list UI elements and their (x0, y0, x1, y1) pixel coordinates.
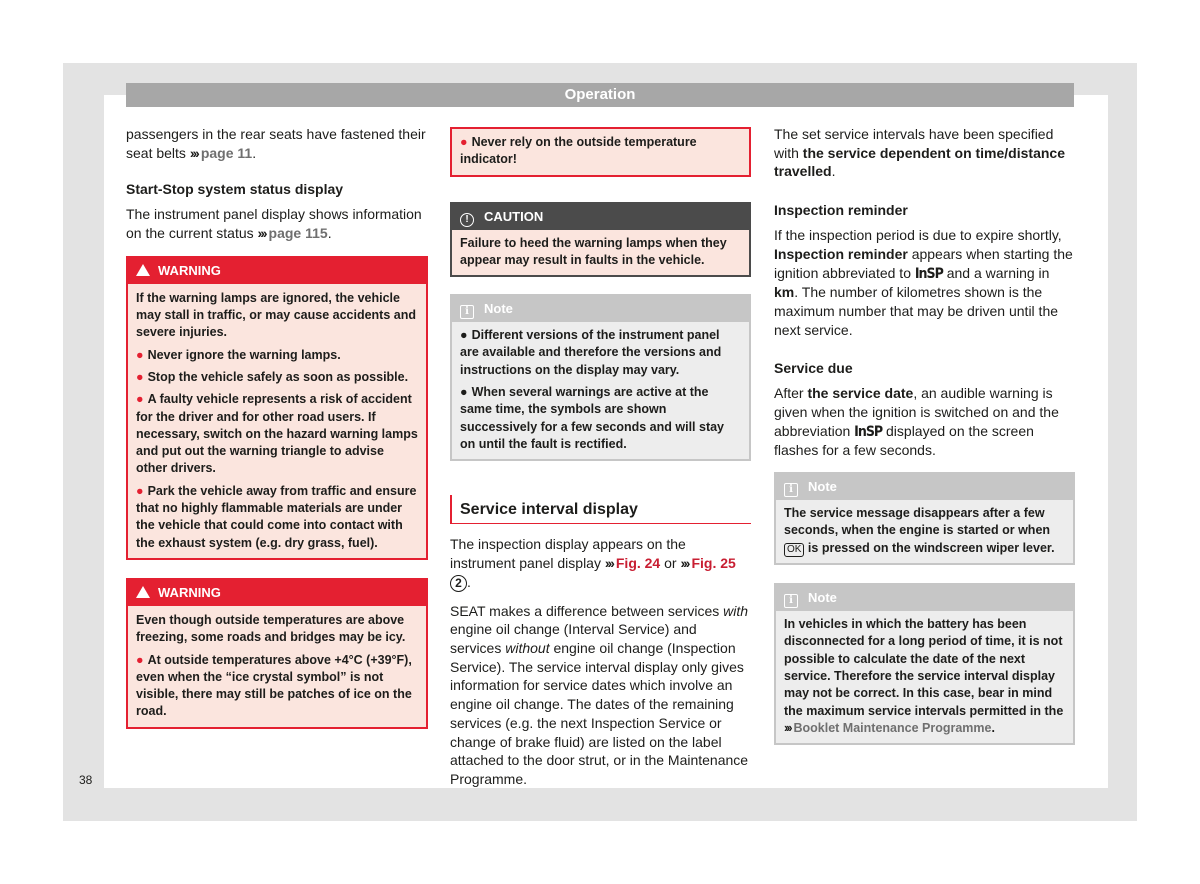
bullet-icon: ● (136, 483, 144, 498)
page-frame-left (63, 63, 104, 821)
cross-reference-arrow-icon: ››› (189, 144, 198, 161)
bullet-icon: ● (136, 347, 144, 362)
heading-start-stop: Start-Stop system status display (126, 181, 344, 198)
page-link[interactable]: page 115 (268, 225, 328, 242)
page-frame-right (1108, 63, 1137, 821)
column-3 (774, 125, 1075, 763)
caution-header: ! CAUTION (452, 204, 749, 230)
insp-display-symbol: InSP (914, 265, 943, 282)
page-link[interactable]: page 11 (200, 144, 253, 161)
cross-reference-arrow-icon: ››› (604, 554, 613, 571)
start-stop-paragraph: The instrument panel display shows information on the current status ››› page 115. (126, 206, 422, 242)
info-icon: i (784, 594, 798, 608)
bullet-icon: ● (460, 135, 468, 149)
cross-reference-arrow-icon: ››› (257, 225, 266, 242)
warning-triangle-icon (136, 586, 150, 598)
bullet-icon: ● (460, 328, 468, 343)
cross-reference-arrow-icon: ››› (784, 720, 791, 735)
bullet-icon: ● (460, 385, 468, 400)
figure-link[interactable]: Fig. 24 (615, 554, 661, 571)
note-header: i Note (776, 474, 1073, 500)
warning-box-2 (126, 578, 428, 729)
note-body: In vehicles in which the battery has been disconnected for a long period of time, it is not possible to calculate the date of the next service. Therefore the service interval display may not be correct. In this case, bear in mind the maximum service intervals permitted in the ››› Booklet Maintenance Programme. (784, 617, 1064, 735)
warning-body: If the warning lamps are ignored, the vehicle may stall in traffic, or may cause accidents and severe injuries. ● Never ignore the warning lamps. ● Stop the vehicle safely as soon as possible. ● A faulty vehicle represents a risk of accident for the driver and for other road users. If necessary, switch on the hazard warning lamps and put out the warning triangle to advise other drivers. ● Park the vehicle away from traffic and ensure that no highly flammable materials are under the vehicle that could come into contact with the exhaust system (e.g. dry grass, fuel). (136, 290, 418, 550)
note-box (450, 294, 751, 461)
heading-inspection-reminder: Inspection reminder (774, 202, 908, 219)
bullet-icon: ● (136, 652, 144, 667)
heading-service-due: Service due (774, 360, 853, 377)
page-number: 38 (79, 773, 93, 787)
warning-header: WARNING (128, 258, 426, 284)
intro-paragraph: passengers in the rear seats have fastened their seat belts ››› page 11. (126, 126, 426, 161)
warning-continuation-box: ● Never rely on the outside temperature indicator! (450, 127, 751, 177)
note-body: The service message disappears after a few seconds, when the engine is started or when OK is pressed on the windscreen wiper lever. (784, 506, 1055, 555)
note-header: i Note (452, 296, 749, 322)
note-box-1 (774, 472, 1075, 565)
bullet-icon: ● (136, 370, 144, 384)
note-header: i Note (776, 585, 1073, 611)
ok-button-symbol: OK (784, 543, 804, 557)
section-title: Service interval display (450, 495, 751, 524)
info-icon: i (460, 305, 474, 319)
chapter-header: Operation (126, 83, 1074, 107)
note-box-2 (774, 583, 1075, 745)
inspection-display-paragraph: The inspection display appears on the instrument panel display ››› Fig. 24 or ››› Fig. 25 2 . (450, 536, 736, 590)
caution-box (450, 202, 751, 278)
figure-link[interactable]: Fig. 25 (691, 554, 736, 571)
warning-body: Even though outside temperatures are above freezing, some roads and bridges may be icy. ● At outside temperatures above +4°C (+39°F), even when the “ice crystal symbol” is not visible, there may still be patches of ice on the road. (136, 612, 412, 719)
info-icon: i (784, 483, 798, 497)
callout-number: 2 (450, 575, 467, 592)
service-intervals-paragraph: The set service intervals have been specified with the service dependent on time/distance travelled. (774, 126, 1065, 180)
warning-header: WARNING (128, 580, 426, 606)
column-2 (450, 125, 751, 799)
column-1 (126, 125, 428, 747)
warning-box-1 (126, 256, 428, 560)
insp-display-symbol: InSP (854, 423, 883, 440)
cross-reference-arrow-icon: ››› (680, 554, 689, 571)
caution-circle-icon: ! (460, 213, 474, 227)
booklet-link[interactable]: Booklet Maintenance Programme (793, 720, 992, 735)
note-body: ● Different versions of the instrument panel are available and therefore the versions and instructions on the display may vary. ● When several warnings are active at the same time, the symbols are shown successively for a few seconds and will stay on until the fault is rectified. (460, 328, 725, 451)
caution-body: Failure to heed the warning lamps when they appear may result in faults in the vehicle. (460, 235, 727, 267)
inspection-reminder-paragraph: If the inspection period is due to expire shortly, Inspection reminder appears when starting the ignition abbreviated to InSP and a warning in km. The number of kilometres shown is the maximum number that may be driven until the next service. (774, 227, 1073, 338)
warning-triangle-icon (136, 264, 150, 276)
service-types-paragraph: SEAT makes a difference between services with engine oil change (Interval Service) and services without engine oil change (Inspection Service). The service interval display only gives information for service dates which involve an engine oil change. The dates of the remaining services (e.g. the next Inspection Service or change of brake fluid) are listed on the label attached to the door strut, or in the Maintenance Programme. (450, 602, 749, 787)
bullet-icon: ● (136, 392, 144, 407)
service-due-paragraph: After the service date, an audible warning is given when the ignition is switched on and the abbreviation InSP displayed on the screen flashes for a few seconds. (774, 385, 1059, 459)
